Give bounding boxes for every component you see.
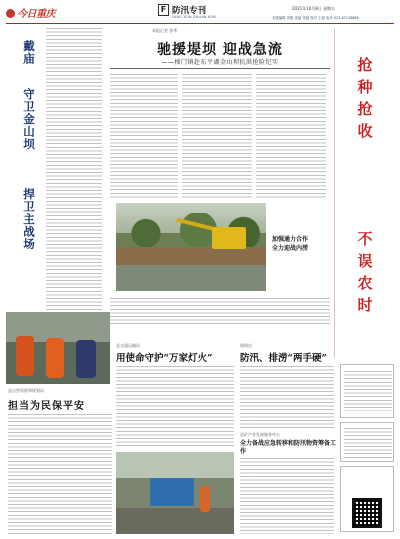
ad-box [340, 364, 394, 418]
body-text-block [182, 74, 252, 199]
person-figure [200, 486, 210, 512]
section-pinyin: FANG XUN ZHUAN KAN [172, 15, 216, 19]
lower-right-headline: 防汛、排涝“两手硬” [240, 353, 327, 364]
logo-text: 今日重庆 [17, 9, 55, 20]
main-headline: 驰援堤坝 迎战急流 [157, 42, 283, 58]
lower-left-kicker: 县自然资源和规划局 [8, 388, 44, 393]
person-figure [16, 336, 34, 376]
caption-line-1: 加强通力合作 [272, 236, 309, 243]
newspaper-logo [6, 5, 55, 20]
lower-right-kicker: 斑鸠店 [240, 343, 252, 348]
editor-credits: 本版编辑 刘刚 美编 张毅 校对 王丽 电话 023-67128888 [272, 16, 359, 20]
ad-box [340, 422, 394, 462]
excavator-photo [116, 203, 266, 291]
body-text-block [110, 298, 330, 324]
masthead [6, 4, 394, 24]
lower-right-body [240, 366, 334, 428]
body-text-block [46, 28, 102, 313]
body-text-block [8, 414, 112, 534]
lower-right-sub-body [240, 458, 334, 534]
slogan-line-2: 不误农时 [357, 230, 373, 314]
lower-mid-body [116, 366, 234, 448]
left-title-1: 戴庙 [22, 40, 36, 65]
photo-water [116, 265, 266, 291]
photo-road [116, 508, 234, 534]
body-text-block [256, 74, 326, 199]
lower-right-sub-headline: 全力备战应急转移和防汛物资筹备工作 [240, 440, 337, 455]
body-text-block [240, 458, 334, 534]
section-title: 防汛专刊 [172, 6, 207, 16]
slogan-banner [334, 28, 392, 358]
issue-date: 2021年10月8日 星期五 [292, 6, 336, 11]
photo-sky [116, 452, 234, 478]
main-article-column-1 [110, 74, 178, 199]
excavator-body [212, 227, 246, 249]
photo-caption [272, 235, 330, 253]
lower-left-headline: 担当为民保平安 [8, 401, 85, 412]
ad-text [344, 371, 392, 411]
person-figure [76, 340, 96, 378]
main-article-column-2 [182, 74, 252, 199]
truck-photo [116, 452, 234, 534]
body-text-block [240, 366, 334, 428]
headline-divider [110, 68, 330, 69]
body-text-block [110, 74, 178, 199]
lower-mid-kicker: 县交通运输局 [116, 343, 140, 348]
lower-mid-headline: 用使命守护“万家灯火” [116, 353, 213, 364]
logo-seal-icon [6, 9, 15, 18]
qr-code-icon [352, 498, 382, 528]
main-article-column-3 [256, 74, 326, 199]
lower-left-body [8, 414, 112, 534]
truck-figure [150, 478, 194, 506]
photo-description-text [110, 298, 330, 324]
main-subheadline: ——梯门镇赴东平湖金山坝抗洪抢险纪实 [161, 59, 279, 66]
lower-right-sub-kicker: 县矿产业发展服务中心 [240, 432, 280, 437]
body-text-block [116, 366, 234, 448]
person-figure [46, 338, 64, 378]
left-title-2: 守卫金山坝 [22, 88, 36, 151]
ad-text [344, 428, 392, 458]
article-body-left [46, 28, 102, 313]
main-article-kicker: 本报记者 张华 [152, 28, 178, 33]
rescue-team-photo [6, 312, 110, 384]
caption-line-2: 全力迎战内涝 [272, 245, 309, 252]
section-letter: F [158, 4, 169, 16]
left-headline-column [6, 28, 36, 298]
slogan-line-1: 抢种抢收 [357, 56, 373, 140]
left-title-3: 捍卫主战场 [22, 188, 36, 251]
